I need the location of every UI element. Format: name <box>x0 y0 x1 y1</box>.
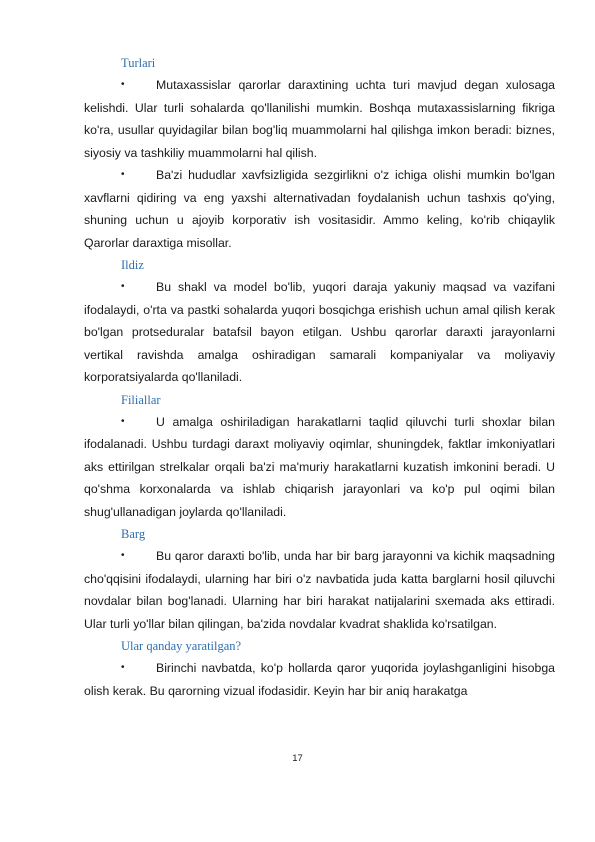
bullet-icon: • <box>121 169 125 180</box>
list-item-text: Birinchi navbatda, ko'p hollarda qaror yuqorida joylashganligini hisobga olish kerak. Bu qarorning vizual ifodasidir. Keyin har bir aniq harakatga <box>84 661 555 698</box>
list-item-text: Bu shakl va model bo'lib, yuqori daraja yakuniy maqsad va vazifani ifodalaydi, o'rta va pastki sohalarda yuqori bosqichga erishish uchun amal qilish kerak bo'lgan protseduralar batafsil bayon etilgan. Ushbu qarorlar daraxti jarayonlarni vertikal ravishda amalga oshiradigan samarali kompaniyalar va moliyaviy korporatsiyalarda qo'llaniladi. <box>84 280 555 384</box>
bullet-icon: • <box>121 281 125 292</box>
list-item <box>84 545 555 635</box>
section-heading-ildiz: Ildiz <box>121 258 144 272</box>
bullet-icon: • <box>121 662 125 673</box>
list-item-text: Mutaxassislar qarorlar daraxtining uchta turi mavjud degan xulosaga kelishdi. Ular turli sohalarda qo'llanilishi mumkin. Boshqa mutaxassislarning fikriga ko'ra, usullar quyidagilar bilan bog'liq muammolarni hal qilishga imkon beradi: biznes, siyosiy va tashkiliy muammolarni hal qilish. <box>84 78 555 160</box>
list-item <box>84 657 555 702</box>
section-heading-barg: Barg <box>121 527 146 541</box>
document-body <box>84 52 555 702</box>
section-heading-ular-qanday-yaratilgan: Ular qanday yaratilgan? <box>121 639 242 653</box>
page-number: 17 <box>292 753 303 764</box>
bullet-icon: • <box>121 415 125 427</box>
bullet-icon: • <box>121 79 125 90</box>
list-item <box>84 276 555 389</box>
list-item-text: U amalga oshiriladigan harakatlarni taqlid qiluvchi turli shoxlar bilan ifodalanadi. Ushbu turdagi daraxt moliyaviy oqimlar, shuningdek, faktlar imkoniyatlari aks ettirilgan strelkalar orqali ba'zi ma'muriy harakatlarni kuzatish imkonini beradi. U qo'shma korxonalarda va ishlab chiqarish jarayonlari va ko'p pul oqimi bilan shug'ullanadigan joylarda qo'llaniladi. <box>84 414 555 519</box>
section-heading-filiallar: Filiallar <box>121 392 161 407</box>
section-heading-turlari: Turlari <box>121 56 156 70</box>
list-item-text: Ba'zi hududlar xavfsizligida sezgirlikni o'z ichiga olishi mumkin bo'lgan xavflarni qidiring va eng yaxshi alternativadan foydalanish uchun tashxis qo'ying, shuning uchun u ajoyib korporativ ish vositasidir. Ammo keling, ko'rib chiqaylik Qarorlar daraxtiga misollar. <box>84 168 555 250</box>
list-item <box>84 74 555 164</box>
bullet-icon: • <box>121 550 125 561</box>
list-item <box>84 164 555 254</box>
list-item <box>84 411 555 524</box>
list-item-text: Bu qaror daraxti bo'lib, unda har bir barg jarayonni va kichik maqsadning cho'qqisini ifodalaydi, ularning har biri o'z navbatida juda katta barglarni hosil qiluvchi novdalar bilan bog'lanadi. Ularning har biri harakat natijalarini sxemada aks ettiradi. Ular turli yo'llar bilan qilingan, ba'zida novdalar kvadrat shaklida ko'rsatilgan. <box>84 549 555 631</box>
